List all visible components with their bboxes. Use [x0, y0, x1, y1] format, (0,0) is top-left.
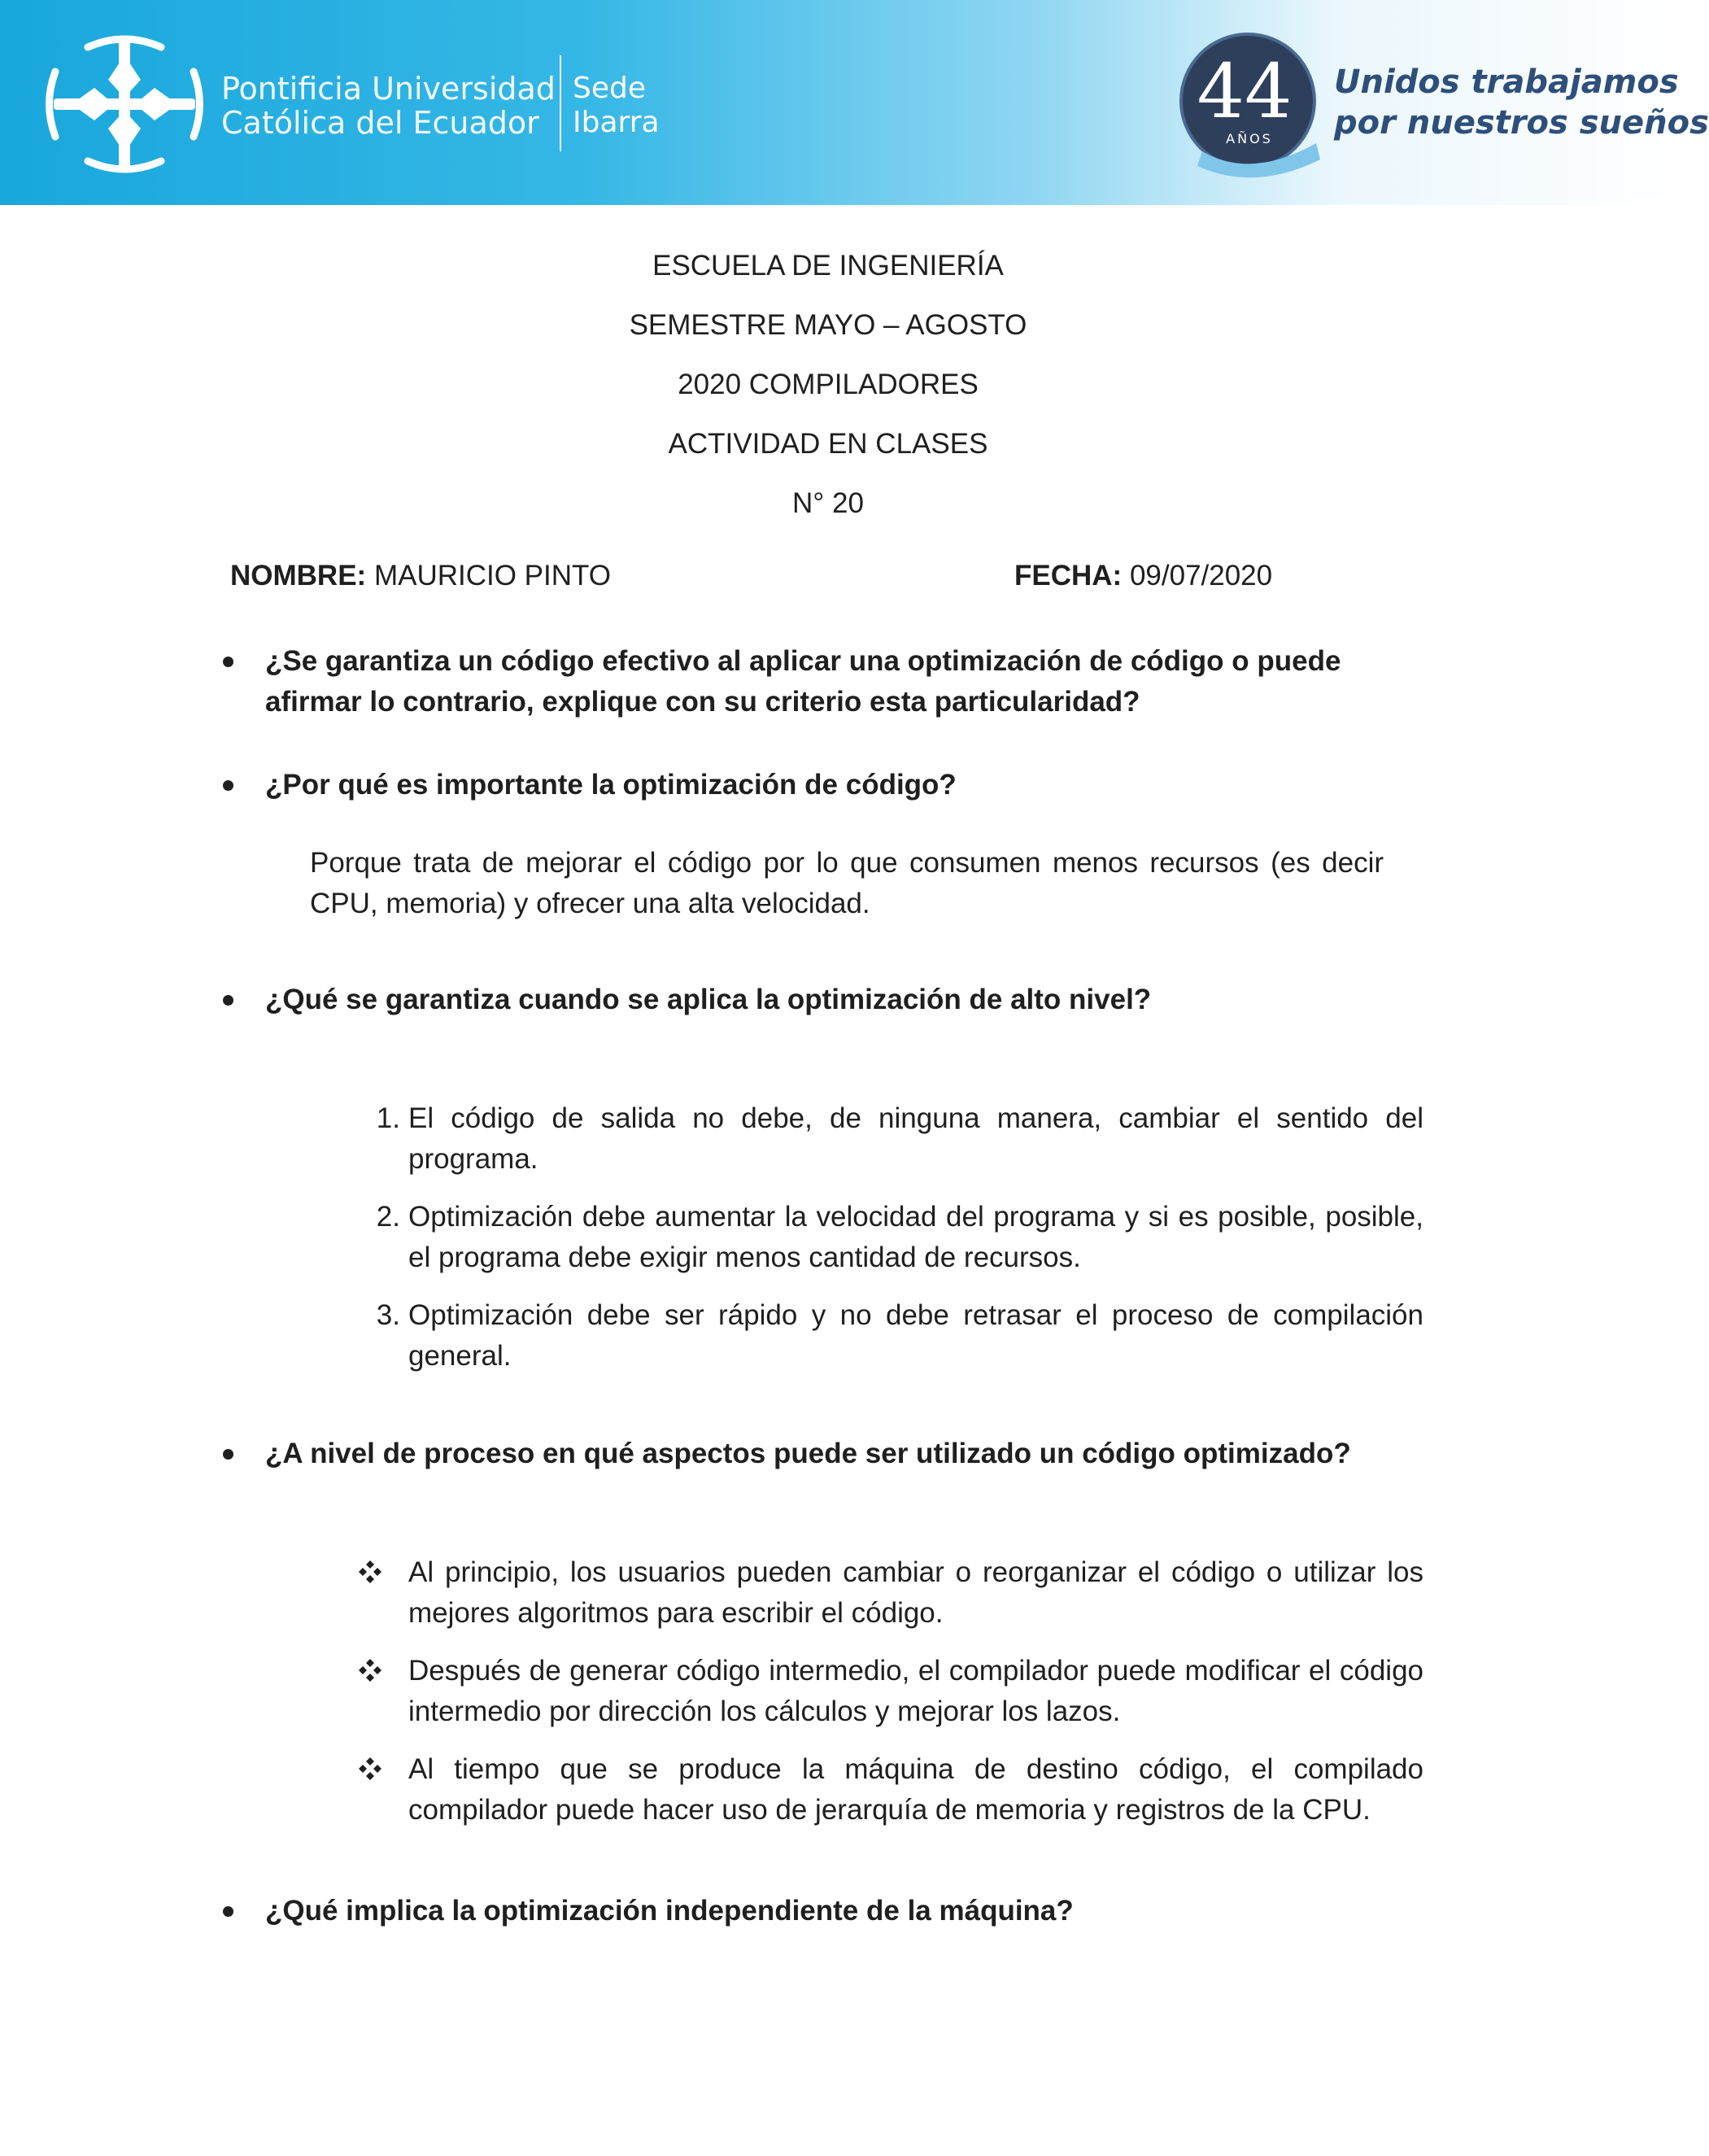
university-name-line2: Católica del Ecuador	[221, 105, 539, 141]
school-name: ESCUELA DE INGENIERÍA	[652, 250, 1004, 282]
answer-2: Porque trata de mejorar el código por lo que consumen menos recursos (es decir CPU, memoria) y ofrecer una alta velocidad.	[310, 847, 1384, 919]
university-name-line1: Pontificia Universidad	[221, 71, 556, 107]
question-5: ¿Qué implica la optimización independiente de la máquina?	[265, 1891, 1437, 1931]
question-3: ¿Qué se garantiza cuando se aplica la optimización de alto nivel?	[265, 980, 1437, 1020]
header-banner	[0, 0, 1709, 205]
diamond-list-item	[408, 1651, 1423, 1732]
slogan-line1: Unidos trabajamos	[1334, 63, 1679, 101]
slogan-line2: por nuestros sueños	[1334, 104, 1709, 142]
question-4: ¿A nivel de proceso en qué aspectos puede ser utilizado un código optimizado?	[265, 1434, 1437, 1474]
anniversary-badge-icon	[1178, 29, 1324, 184]
list-item-text: El código de salida no debe, de ninguna manera, cambiar el sentido del programa.	[408, 1102, 1423, 1175]
course-name: 2020 COMPILADORES	[678, 369, 979, 400]
numbered-list-item	[376, 1098, 1423, 1180]
four-diamond-bullet-icon	[358, 1560, 382, 1584]
four-diamond-bullet-icon	[358, 1658, 382, 1682]
list-item-text: Después de generar código intermedio, el compilador puede modificar el código intermedio por dirección los cálculos y mejorar los lazos.	[408, 1655, 1423, 1727]
activity-title: ACTIVIDAD EN CLASES	[668, 428, 988, 460]
slogan	[1334, 62, 1709, 143]
name-label: NOMBRE:	[230, 560, 367, 591]
university-name	[221, 72, 556, 140]
date-label: FECHA:	[1014, 560, 1123, 591]
banner-divider	[560, 55, 561, 151]
activity-number: N° 20	[792, 487, 864, 519]
question-1: ¿Se garantiza un código efectivo al aplicar una optimización de código o puede afirmar lo contrario, explique con su criterio esta particularidad?	[265, 641, 1437, 722]
numbered-list-item	[376, 1197, 1423, 1278]
list-item-text: Optimización debe ser rápido y no debe retrasar el proceso de compilación general.	[408, 1299, 1423, 1372]
date-value: 09/07/2020	[1122, 560, 1273, 591]
four-diamond-bullet-icon	[358, 1757, 382, 1781]
list-number: 1.	[376, 1102, 400, 1134]
list-number: 2.	[376, 1201, 400, 1233]
numbered-list-item	[376, 1295, 1423, 1377]
campus-name-line2: Ibarra	[573, 106, 660, 139]
list-item-text: Al tiempo que se produce la máquina de destino código, el compilado compilador puede hacer uso de jerarquía de memoria y registros de la CPU.	[408, 1753, 1423, 1826]
anniversary-word: AÑOS	[1226, 131, 1273, 146]
list-number: 3.	[376, 1299, 400, 1331]
diamond-list-item	[408, 1749, 1423, 1831]
semester: SEMESTRE MAYO – AGOSTO	[629, 309, 1027, 341]
campus-name	[573, 72, 660, 140]
document-header	[0, 236, 1666, 533]
activity-date	[1014, 558, 1272, 594]
question-2: ¿Por qué es importante la optimización de código?	[265, 765, 1437, 805]
diamond-list-item	[408, 1552, 1423, 1634]
campus-name-line1: Sede	[573, 72, 646, 105]
list-item-text: Optimización debe aumentar la velocidad del programa y si es posible, posible, el programa debe exigir menos cantidad de recursos.	[408, 1201, 1423, 1273]
student-name	[230, 558, 611, 594]
list-item-text: Al principio, los usuarios pueden cambiar o reorganizar el código o utilizar los mejores algoritmos para escribir el código.	[408, 1556, 1423, 1629]
university-cross-logo-icon	[39, 23, 210, 185]
anniversary-number: 44	[1197, 48, 1293, 135]
name-value: MAURICIO PINTO	[366, 560, 611, 591]
